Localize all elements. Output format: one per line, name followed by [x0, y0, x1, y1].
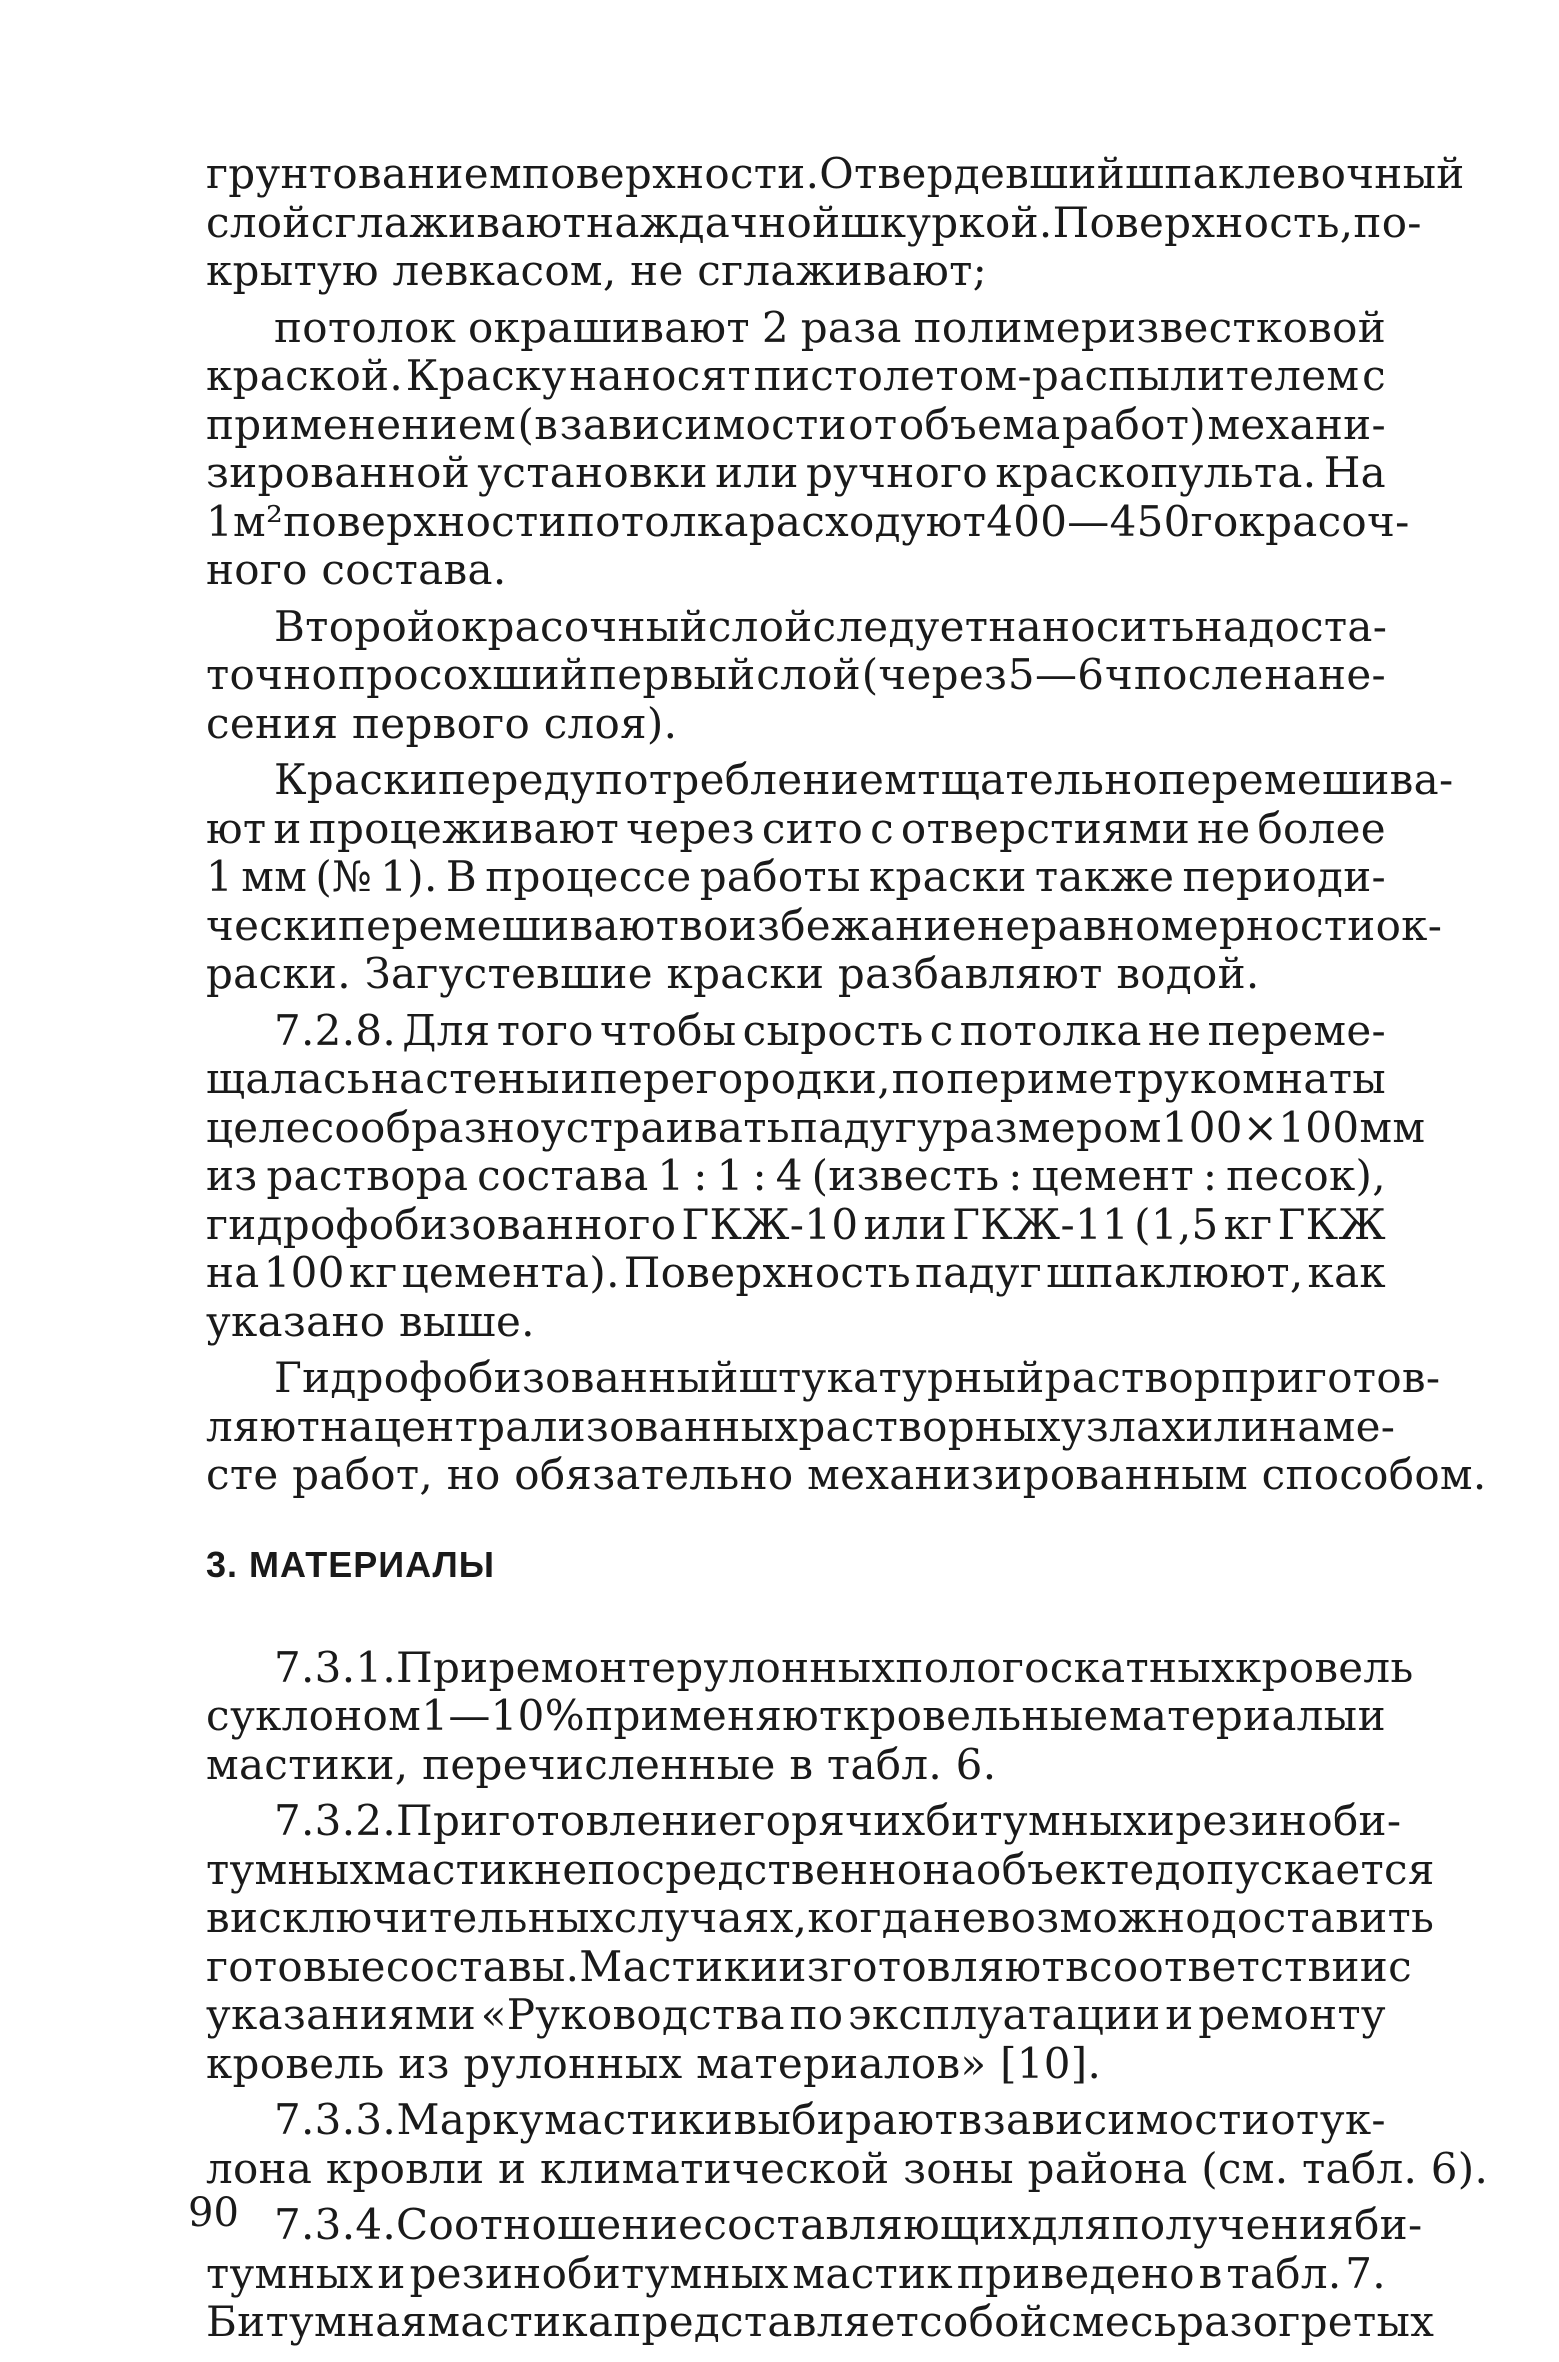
text-line: зированной установки или ручного краскопульта. На: [206, 448, 1386, 497]
text-line: крытую левкасом, не сглаживают;: [206, 246, 988, 295]
text-line: Гидрофобизованный штукатурный раствор приготов-: [274, 1353, 1441, 1402]
text-line: готовые составы. Мастики изготовляют в соответствии с: [206, 1941, 1412, 1991]
page-body: [206, 149, 1489, 2347]
text-line: сения первого слоя).: [206, 698, 678, 748]
text-line: щалась на стены и перегородки, по периметру комнаты: [206, 1054, 1386, 1103]
text-line: чески перемешивают во избежание неравномерности ок-: [206, 900, 1443, 950]
text-line: указаниями «Руководства по эксплуатации и ремонту: [206, 1990, 1386, 2039]
paragraph: [206, 603, 1386, 749]
text-line: сте работ, но обязательно механизированным способом.: [206, 1450, 1487, 1499]
text-line: гидрофобизованного ГКЖ-10 или ГКЖ-11 (1,5 кг ГКЖ: [206, 1199, 1386, 1249]
text-line: из раствора состава 1 : 1 : 4 (известь : цемент : песок),: [206, 1151, 1386, 1200]
text-line: 7.3.4. Соотношение составляющих для получения би-: [274, 2200, 1423, 2249]
page-number: 90: [188, 2190, 239, 2236]
text-line: применением (в зависимости от объема работ) механи-: [206, 399, 1386, 449]
text-line: грунтованием поверхности. Отвердевший шпаклевочный: [206, 149, 1465, 198]
paragraph: [206, 1796, 1435, 2088]
text-line: на 100 кг цемента). Поверхность падуг шпаклюют, как: [206, 1248, 1386, 1297]
text-line: краской. Краску наносят пистолетом-распылителем с: [206, 351, 1386, 400]
text-line: мастики, перечисленные в табл. 6.: [206, 1739, 997, 1789]
text-line: с уклоном 1—10% применяют кровельные материалы и: [206, 1691, 1386, 1740]
text-line: Битумная мастика представляет собой смесь разогретых: [206, 2297, 1435, 2346]
text-line: указано выше.: [206, 1296, 535, 1346]
text-line: 7.3.3. Марку мастики выбирают в зависимости от ук-: [274, 2095, 1386, 2144]
text-line: точно просохший первый слой (через 5—6 ч после нане-: [206, 650, 1386, 699]
text-line: 1 мм (№ 1). В процессе работы краски также периоди-: [206, 852, 1386, 901]
text-line: кровель из рулонных материалов» [10].: [206, 2038, 1102, 2088]
text-line: ного состава.: [206, 545, 507, 594]
paragraph: [206, 2095, 1489, 2193]
paragraph: [206, 755, 1454, 999]
paragraph: [206, 1353, 1487, 1500]
section-heading: 3. МАТЕРИАЛЫ: [206, 1543, 496, 1585]
text-line: потолок окрашивают 2 раза полимеризвестковой: [274, 302, 1386, 352]
text-block-top: [206, 149, 1487, 1500]
text-line: Краски перед употреблением тщательно перемешива-: [274, 755, 1454, 804]
text-line: целесообразно устраивать падугу размером 100×100 мм: [206, 1102, 1426, 1152]
paragraph: [206, 1642, 1414, 1790]
text-line: Второй окрасочный слой следует наносить на доста-: [274, 601, 1388, 651]
paragraph: [206, 302, 1410, 595]
paragraph: [206, 1005, 1426, 1347]
text-line: ют и процеживают через сито с отверстиями не более: [206, 803, 1386, 853]
text-line: ляют на централизованных растворных узлах или на ме-: [206, 1401, 1396, 1451]
text-line: раски. Загустевшие краски разбавляют водой.: [206, 949, 1260, 998]
text-line: тумных и резинобитумных мастик приведено в табл. 7.: [206, 2248, 1386, 2298]
text-line: лона кровли и климатической зоны района (см. табл. 6).: [206, 2143, 1489, 2193]
text-block-bottom: [206, 1642, 1489, 2347]
text-line: 7.3.2. Приготовление горячих битумных и резиноби-: [274, 1796, 1402, 1845]
text-line: слой сглаживают наждачной шкуркой. Поверхность, по-: [206, 197, 1422, 247]
text-line: 1 м² поверхности потолка расходуют 400—450 г окрасоч-: [206, 496, 1410, 546]
text-line: тумных мастик непосредственно на объекте допускается: [206, 1844, 1435, 1894]
text-line: в исключительных случаях, когда невозможно доставить: [206, 1893, 1435, 1942]
text-line: 7.3.1. При ремонте рулонных пологоскатных кровель: [274, 1642, 1414, 1692]
paragraph: [206, 149, 1465, 296]
text-line: 7.2.8. Для того чтобы сырость с потолка не переме-: [274, 1005, 1386, 1055]
